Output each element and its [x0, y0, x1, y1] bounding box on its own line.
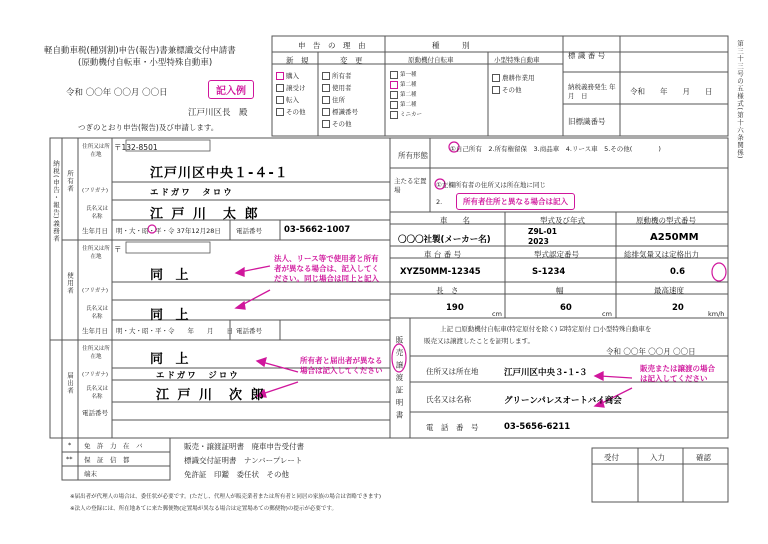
- user-note: 法人、リース等で使用者と所有者が異なる場合は、記入してください。同じ場合は同上と記入: [274, 254, 379, 283]
- tax-date-value: 令和 年 月 日: [630, 87, 713, 96]
- owner-furigana-label: (フリガナ): [82, 188, 109, 194]
- reason-other: その他: [276, 106, 306, 118]
- form-title: 軽自動車税(種別割)申告(報告)書兼標識交付申請書: [44, 46, 236, 56]
- new-reasons: [276, 70, 306, 118]
- vin-value: XYZ50MM-12345: [400, 267, 481, 277]
- width-unit: cm: [602, 310, 612, 318]
- row-mark-2: **: [66, 455, 73, 463]
- user-name-label: 氏名又は名称: [85, 306, 108, 320]
- ownership-options: ①自己所有 2.所有権留保 3.商品車 4.リース車 5.その他( ): [450, 145, 661, 153]
- seller-address-value: 江戸川区中央３-１-３: [504, 368, 588, 378]
- confirm-label: 確認: [696, 453, 711, 462]
- seller-name-label: 氏名又は名称: [426, 395, 471, 404]
- filer-note: 所有者と届出者が異なる場合は記入してください: [300, 356, 383, 375]
- user-address-value: 同 上: [150, 268, 193, 283]
- engine-value: A250MM: [650, 232, 699, 243]
- row-label-3: 端末: [84, 470, 97, 478]
- length-unit: cm: [492, 310, 502, 318]
- user-phone-label: 電話番号: [236, 327, 262, 335]
- filer-furigana-value: エドガワ ジロウ: [156, 371, 240, 381]
- filer-address-value: 同 上: [150, 352, 193, 367]
- owner-furigana-value: エドガワ タロウ: [150, 188, 234, 198]
- small-types: 農耕作業用 その他: [492, 72, 535, 96]
- storage-label: 主たる定置場: [394, 177, 427, 194]
- seller-name-value: グリーンパレスオートバイ商会: [504, 396, 622, 406]
- reason-title: 申 告 の 理 由: [298, 41, 366, 50]
- storage-note: 所有者住所と異なる場合は記入: [456, 193, 575, 210]
- car-name-value: 〇〇〇社製(メーカー名): [398, 235, 491, 245]
- change-reasons: 所有者 使用者 住所 標識番号 その他: [322, 70, 358, 130]
- user-name-value: 同 上: [150, 308, 193, 323]
- footnote-1: ※届出者が代理人の場合は、委任状が必要です。(ただし、代理人が販売業者または所有者と同居の家族の場合は省略できます): [70, 494, 381, 500]
- storage-opt1: ①左欄所有者の住所又は所在地に同じ: [436, 181, 546, 189]
- attach-line-2: 標識交付証明書 ナンバープレート: [184, 456, 303, 465]
- width-label: 幅: [556, 286, 564, 295]
- filer-name-value: 江 戸 川 次 郎: [156, 388, 266, 403]
- owner-label: 所有者: [66, 170, 74, 193]
- owner-phone-label: 電話番号: [236, 227, 262, 235]
- speed-unit: km/h: [708, 310, 725, 318]
- filing-date: 令和 〇〇年 〇〇月 〇〇日: [66, 88, 168, 98]
- mayor-address: 江戸川区長 殿: [188, 108, 248, 118]
- cert-text1: 上記 □原動機付自転車(特定原付を除く) ☑特定原付 □小型特殊自動車を: [440, 325, 652, 333]
- owner-birth-label: 生年月日: [82, 227, 108, 235]
- attach-line-1: 販売・譲渡証明書 廃車申告受付書: [184, 442, 304, 451]
- tax-date-label: 納税義務発生 年 月 日: [568, 83, 623, 100]
- width-value: 60: [560, 303, 572, 313]
- seller-note: 販売または譲渡の場合は記入してください: [640, 364, 715, 383]
- model-label: 型式及び年式: [540, 216, 585, 225]
- user-label: 使用者: [66, 272, 74, 295]
- reason-movein: 転入: [276, 94, 306, 106]
- example-badge: 記入例: [208, 80, 254, 99]
- owner-address-value: 江戸川区中央１-４-１: [150, 166, 289, 181]
- seller-phone-value: 03-5656-6211: [504, 422, 571, 432]
- reason-purchase: 購入: [276, 70, 306, 82]
- filer-name-label: 氏名又は名称: [85, 386, 108, 400]
- length-label: 長 さ: [436, 286, 459, 295]
- owner-phone-value: 03-5662-1007: [284, 225, 351, 235]
- owner-name-label: 氏名又は名称: [85, 206, 108, 220]
- small-label: 小型特殊自動車: [494, 56, 540, 64]
- old-plate-label: 旧標識番号: [568, 117, 606, 126]
- motor-types: 第一種 第二種 第二種 第二種 ミニカー: [390, 70, 422, 120]
- form-subtitle: (原動機付自転車・小型特殊自動車): [78, 58, 213, 68]
- filer-phone-label: 電話番号: [82, 409, 108, 417]
- disp-value: 0.6: [670, 267, 686, 277]
- model-value: Z9L-01: [528, 227, 557, 236]
- row-label-2: 保 証 信 都: [84, 456, 130, 464]
- cert-value: S-1234: [532, 267, 566, 277]
- filer-furigana-label: (フリガナ): [82, 372, 109, 378]
- form-number: 第三十三号の五様式(第十六条関係): [736, 40, 744, 160]
- storage-opt2: 2.: [436, 198, 443, 206]
- disp-label: 総排気量又は定格出力: [624, 250, 699, 259]
- motor-label: 原動機付自転車: [408, 56, 454, 64]
- year-value: 2023: [528, 237, 549, 246]
- filer-address-label: 住所又は所在地: [82, 346, 110, 360]
- footnote-2: ※法人の登録には、所在地あてに来た郵便物(定置場が異なる場合は定置場あての郵便物)の提示が必要です。: [70, 506, 337, 512]
- reason-transfer: 譲受け: [276, 82, 306, 94]
- change-label: 変 更: [340, 56, 363, 65]
- row-mark-1: *: [68, 441, 72, 449]
- seller-phone-label: 電 話 番 号: [426, 423, 479, 432]
- type-title: 種 別: [432, 41, 470, 50]
- seller-address-label: 住所又は所在地: [426, 367, 479, 376]
- owner-address-label: 住所又は所在地: [82, 144, 110, 158]
- car-name-label: 車 名: [440, 216, 470, 225]
- user-furigana-label: (フリガナ): [82, 288, 109, 294]
- taxpayer-label: 納税(申告・報告)義務者: [52, 160, 60, 243]
- owner-birth-value: 明・大・昭・平・令 37年12月28日: [116, 227, 221, 235]
- engine-label: 原動機の型式番号: [636, 216, 696, 225]
- filer-label: 届出者: [66, 372, 74, 395]
- cert-text2: 販売又は譲渡したことを証明します。: [424, 337, 534, 345]
- user-birth-value: 明・大・昭・平・令 年 月 日: [116, 327, 233, 335]
- attach-line-3: 免許証 印鑑 委任状 その他: [184, 470, 289, 479]
- cert-section-label: 販売譲渡証明書: [395, 336, 404, 424]
- receipt-label: 受付: [604, 453, 619, 462]
- owner-name-value: 江 戸 川 太 郎: [150, 207, 260, 222]
- length-value: 190: [446, 303, 464, 313]
- plate-label: 標 識 番 号: [568, 51, 606, 60]
- row-label-1: 免 許 力 在 バ: [84, 442, 143, 450]
- user-address-label: 住所又は所在地: [82, 246, 110, 260]
- input-label: 入力: [650, 453, 665, 462]
- statement: つぎのとおり申告(報告)及び申請します。: [78, 123, 219, 132]
- speed-label: 最高速度: [654, 286, 684, 295]
- vin-label: 車 台 番 号: [424, 250, 462, 259]
- owner-postal: 〒132-8501: [114, 143, 158, 152]
- ownership-label: 所有形態: [398, 151, 428, 160]
- cert-date: 令和 〇〇年 〇〇月 〇〇日: [606, 347, 696, 356]
- user-birth-label: 生年月日: [82, 327, 108, 335]
- user-postal: 〒: [114, 245, 122, 254]
- new-label: 新 規: [286, 56, 309, 65]
- speed-value: 20: [672, 303, 684, 313]
- cert-label: 型式認定番号: [534, 250, 579, 259]
